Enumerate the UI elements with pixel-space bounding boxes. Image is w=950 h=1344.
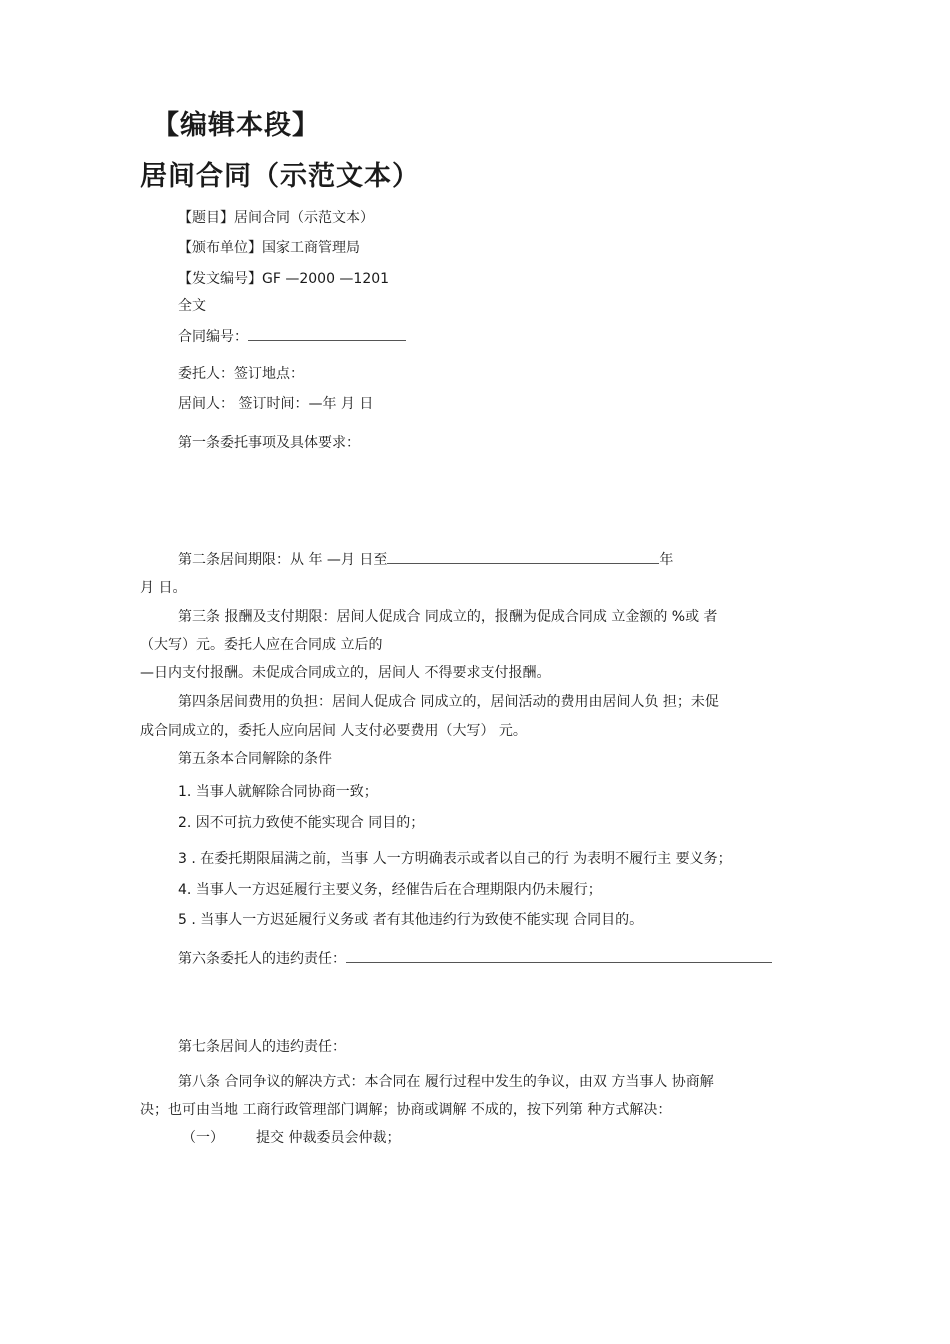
contract-number-blank	[248, 326, 406, 341]
article-6	[178, 948, 772, 969]
article-2-line2: 月 日。	[140, 580, 187, 596]
article-3-line2: （大写）元。委托人应在合同成 立后的	[140, 637, 383, 653]
meta-doc-number: 【发文编号】GF —2000 —1201	[178, 271, 390, 287]
article-2-blank	[387, 549, 659, 564]
article-4-line1: 第四条居间费用的负担：居间人促成合 同成立的，居间活动的费用由居间人负 担；未促	[178, 694, 719, 710]
article-5-item-3: 3 . 在委托期限届满之前，当事 人一方明确表示或者以自己的行 为表明不履行主 要义务；	[178, 851, 732, 867]
article-4-line2: 成合同成立的，委托人应向居间 人支付必要费用（大写） 元。	[140, 723, 527, 739]
contract-number-field	[178, 326, 406, 347]
broker-signing-time: 居间人： 签订时间：—年 月 日	[178, 396, 374, 412]
document-title: 居间合同（示范文本）	[140, 161, 420, 192]
article-2-suffix: 年	[659, 552, 674, 568]
article-2-line1	[178, 549, 673, 570]
article-6-blank	[346, 948, 772, 963]
client-signing-place: 委托人：签订地点：	[178, 366, 304, 382]
edit-section-link[interactable]: 【编辑本段】	[152, 110, 320, 141]
article-1: 第一条委托事项及具体要求：	[178, 435, 360, 451]
article-8-item-1-number: （一）	[182, 1130, 224, 1146]
meta-subject: 【题目】居间合同（示范文本）	[178, 210, 374, 226]
article-6-label: 第六条委托人的违约责任：	[178, 951, 346, 967]
article-8-line2: 决；也可由当地 工商行政管理部门调解；协商或调解 不成的，按下列第 种方式解决：	[140, 1102, 672, 1118]
article-3-line3: —日内支付报酬。未促成合同成立的，居间人 不得要求支付报酬。	[140, 665, 551, 681]
article-5-item-2: 2. 因不可抗力致使不能实现合 同目的；	[178, 815, 425, 831]
article-2-prefix: 第二条居间期限：从 年 —月 日至	[178, 552, 388, 568]
article-8-line1: 第八条 合同争议的解决方式：本合同在 履行过程中发生的争议，由双 方当事人 协商解	[178, 1074, 714, 1090]
contract-number-label: 合同编号：	[178, 329, 248, 345]
article-5-item-4: 4. 当事人一方迟延履行主要义务，经催告后在合理期限内仍未履行；	[178, 882, 602, 898]
article-5-item-1: 1. 当事人就解除合同协商一致；	[178, 784, 378, 800]
meta-fulltext: 全文	[178, 298, 206, 314]
article-3-line1: 第三条 报酬及支付期限：居间人促成合 同成立的，报酬为促成合同成 立金额的 %或 者	[178, 609, 718, 625]
article-8-item-1-text: 提交 仲裁委员会仲裁；	[256, 1130, 401, 1146]
article-5: 第五条本合同解除的条件	[178, 751, 332, 767]
meta-issuer: 【颁布单位】国家工商管理局	[178, 240, 360, 256]
article-5-item-5: 5 . 当事人一方迟延履行义务或 者有其他违约行为致使不能实现 合同目的。	[178, 912, 644, 928]
article-7: 第七条居间人的违约责任：	[178, 1039, 346, 1055]
